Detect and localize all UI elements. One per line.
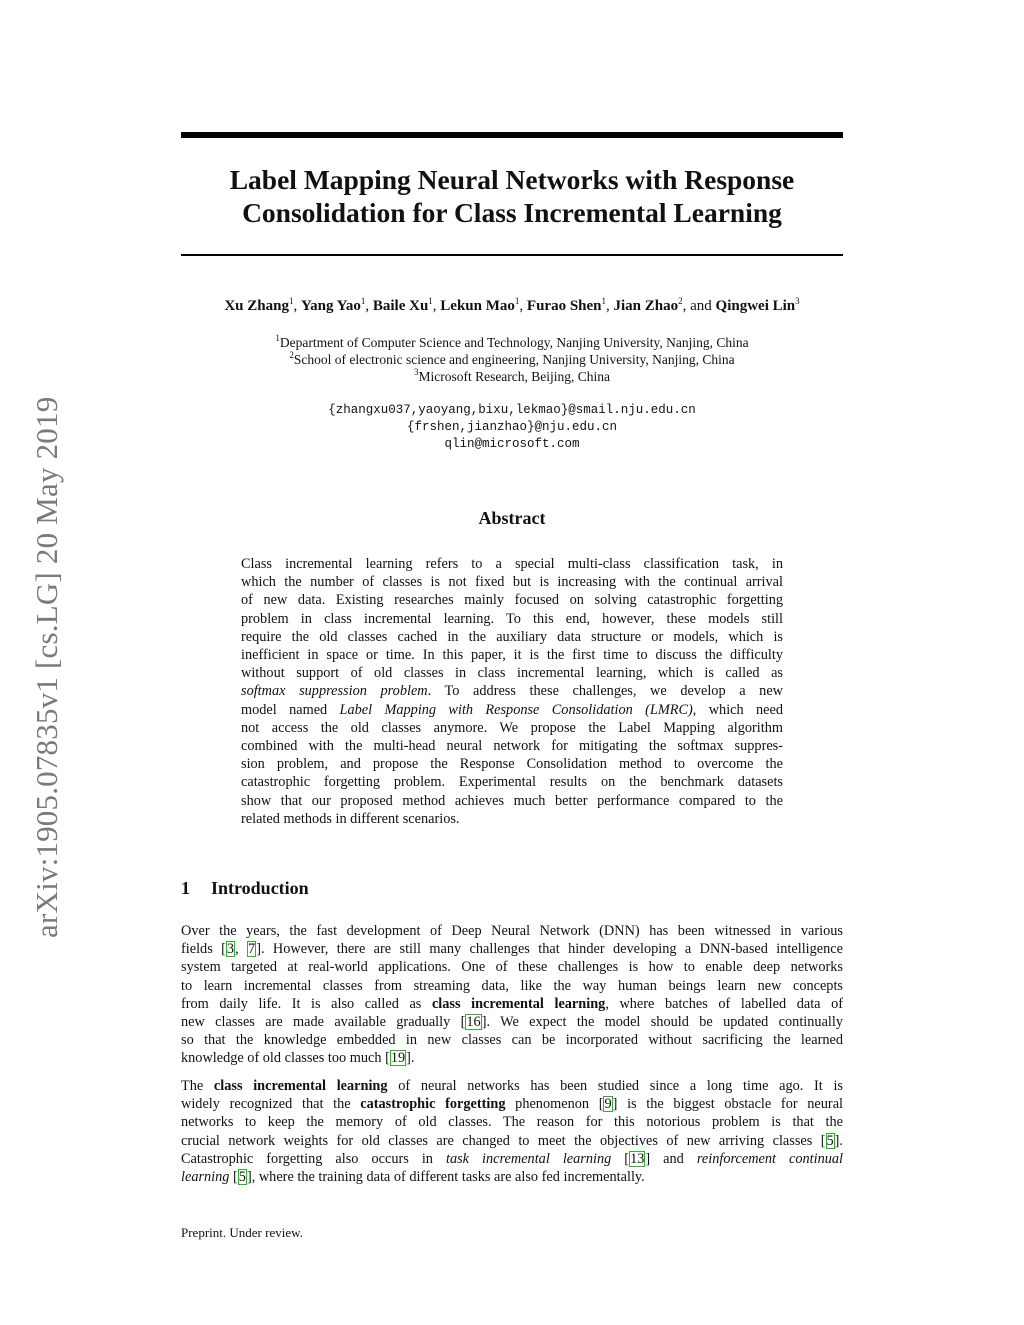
italic-term: reinforcement continual (696, 1150, 844, 1167)
affiliation (181, 368, 843, 385)
citation-link[interactable]: 9 (604, 1096, 612, 1113)
citation-link[interactable]: 5 (826, 1132, 834, 1149)
affiliation-text: School of electronic science and engineering, Nanjing University, Nanjing, China (293, 352, 735, 367)
abstract-line: combined with the multi-head neural network for mitigating the softmax suppres- (241, 738, 783, 755)
abstract-line: problem in class incremental learning. To this end, however, these models still (241, 610, 783, 627)
author-affil-mark: 1 (360, 296, 366, 306)
author-affil-mark: 2 (678, 296, 683, 306)
abstract-line: not access the old classes anymore. We propose the Label Mapping algorithm (241, 719, 783, 736)
arxiv-stamp: arXiv:1905.07835v1 [cs.LG] 20 May 2019 (29, 396, 64, 938)
abstract-line: softmax suppression problem. To address these challenges, we develop a new (241, 683, 783, 700)
italic-term: task incremental learning (445, 1150, 612, 1167)
body-line: from daily life. It is also called as class incremental learning, where batches of labelled data of (181, 995, 844, 1012)
email[interactable]: qlin@microsoft.com (444, 437, 580, 451)
affiliation (181, 334, 843, 351)
author-affil-mark: 3 (795, 296, 800, 306)
body-line: to learn incremental classes from streaming data, like the way human beings learn new concepts (181, 977, 843, 994)
citation-link[interactable]: 5 (238, 1169, 246, 1186)
section-heading (181, 877, 309, 899)
affiliations (181, 334, 843, 385)
author-name: Xu Zhang (224, 298, 289, 314)
body-line: The class incremental learning of neural networks has been studied since a long time ago. It is (181, 1078, 843, 1094)
body-line: crucial network weights for old classes are changed to meet the objectives of new arriving classes [5]. (181, 1132, 843, 1149)
affiliation-number: 1 (275, 333, 280, 343)
affiliation-text: Microsoft Research, Beijing, China (418, 369, 611, 384)
affiliation-number: 3 (413, 367, 419, 377)
author-affil-mark: 1 (288, 296, 294, 306)
title-line: Label Mapping Neural Networks with Response (229, 164, 795, 195)
abstract-line: show that our proposed method achieves much better performance compared to the (241, 792, 783, 809)
italic-term: softmax suppression problem (241, 683, 428, 700)
abstract-line: require the old classes cached in the auxiliary data structure or models, which is (241, 628, 783, 645)
abstract-line: Class incremental learning refers to a special multi-class classification task, in (241, 556, 783, 572)
body-line: new classes are made available gradually [16]. We expect the model should be updated continually (181, 1014, 844, 1031)
abstract-line: without support of old classes in class incremental learning, which is called as (241, 665, 783, 682)
body-line: so that the knowledge embedded in new classes can be incorporated without sacrificing the learned (181, 1032, 843, 1049)
citation-link[interactable]: 19 (390, 1050, 406, 1067)
body-line: system targeted at real-world applications. One of these challenges is how to enable deep networks (181, 959, 843, 976)
title-rule-top (181, 132, 843, 138)
title-line: Consolidation for Class Incremental Learning (242, 197, 782, 228)
email[interactable]: {frshen,jianzhao}@nju.edu.cn (406, 420, 618, 434)
author-name: Lekun Mao (440, 298, 515, 314)
author-name: Yang Yao (300, 298, 361, 314)
affiliation-number: 2 (289, 350, 294, 360)
abstract-line: of new data. Existing researches mainly focused on solving catastrophic forgetting (241, 592, 783, 609)
citation-link[interactable]: 3 (226, 941, 235, 958)
intro-paragraph-1 (181, 922, 843, 1068)
section-title: Introduction (211, 878, 309, 898)
author-name: Jian Zhao (613, 298, 679, 314)
body-line: knowledge of old classes too much [19]. (181, 1050, 415, 1067)
author-conjunction: and (690, 298, 712, 314)
abstract-line: inefficient in space or time. In this paper, it is the first time to discuss the difficulty (241, 647, 783, 664)
abstract-heading: Abstract (478, 508, 546, 528)
author-name: Qingwei Lin (715, 298, 796, 314)
paper-title (181, 163, 843, 229)
author-affil-mark: 1 (428, 296, 433, 306)
italic-term: Label Mapping with Response Consolidation (LMRC) (339, 701, 693, 718)
title-rule-bottom (181, 254, 843, 256)
abstract-line: catastrophic forgetting problem. Experimental results on the benchmark datasets (241, 774, 783, 791)
body-line: widely recognized that the catastrophic forgetting phenomenon [9] is the biggest obstacle for neural (181, 1096, 844, 1113)
abstract-body (241, 555, 783, 828)
author-affil-mark: 1 (601, 296, 607, 306)
body-line: learning [5], where the training data of different tasks are also fed incrementally. (181, 1169, 645, 1186)
author-affil-mark: 1 (514, 296, 520, 306)
bold-term: class incremental learning (431, 995, 606, 1012)
section-number: 1 (181, 878, 190, 898)
bold-term: catastrophic forgetting (360, 1096, 506, 1113)
body-line: networks to keep the memory of old classes. The reason for this notorious problem is that the (181, 1114, 843, 1131)
body-line: fields [3, 7]. However, there are still many challenges that hinder developing a DNN-based intelligence (181, 941, 843, 958)
italic-term: learning (181, 1169, 230, 1186)
abstract-line: sion problem, and propose the Response Consolidation method to overcome the (241, 756, 783, 773)
citation-link[interactable]: 7 (248, 941, 256, 958)
abstract-line: which the number of classes is not fixed but is increasing with the continual arrival (241, 574, 783, 591)
citation-link[interactable]: 13 (630, 1150, 645, 1167)
author-list: Xu Zhang$^1$, Yang Yao$^1$, Baile Xu$^1$, Lekun Mao$^1$, Furao Shen$^1$, Jian Zhao$^2$, and Qingwei Lin$^3$ (224, 296, 800, 314)
citation-link[interactable]: 16 (466, 1014, 481, 1031)
footer-note: Preprint. Under review. (181, 1225, 303, 1240)
body-line: Catastrophic forgetting also occurs in task incremental learning [13] and reinforcement continual (181, 1150, 844, 1167)
affiliation-text: Department of Computer Science and Technology, Nanjing University, Nanjing, China (279, 335, 749, 350)
author-name: Furao Shen (526, 298, 602, 314)
author-name: Baile Xu (372, 298, 429, 314)
email-list (181, 402, 843, 453)
email[interactable]: {zhangxu037,yaoyang,bixu,lekmao}@smail.nju.edu.cn (328, 403, 696, 417)
body-line: Over the years, the fast development of Deep Neural Network (DNN) has been witnessed in various (181, 923, 843, 939)
abstract-line: related methods in different scenarios. (241, 810, 460, 827)
affiliation (181, 351, 843, 368)
bold-term: class incremental learning (213, 1078, 388, 1094)
intro-paragraph-2 (181, 1077, 843, 1186)
abstract-line: model named Label Mapping with Response Consolidation (LMRC), which need (241, 701, 783, 718)
